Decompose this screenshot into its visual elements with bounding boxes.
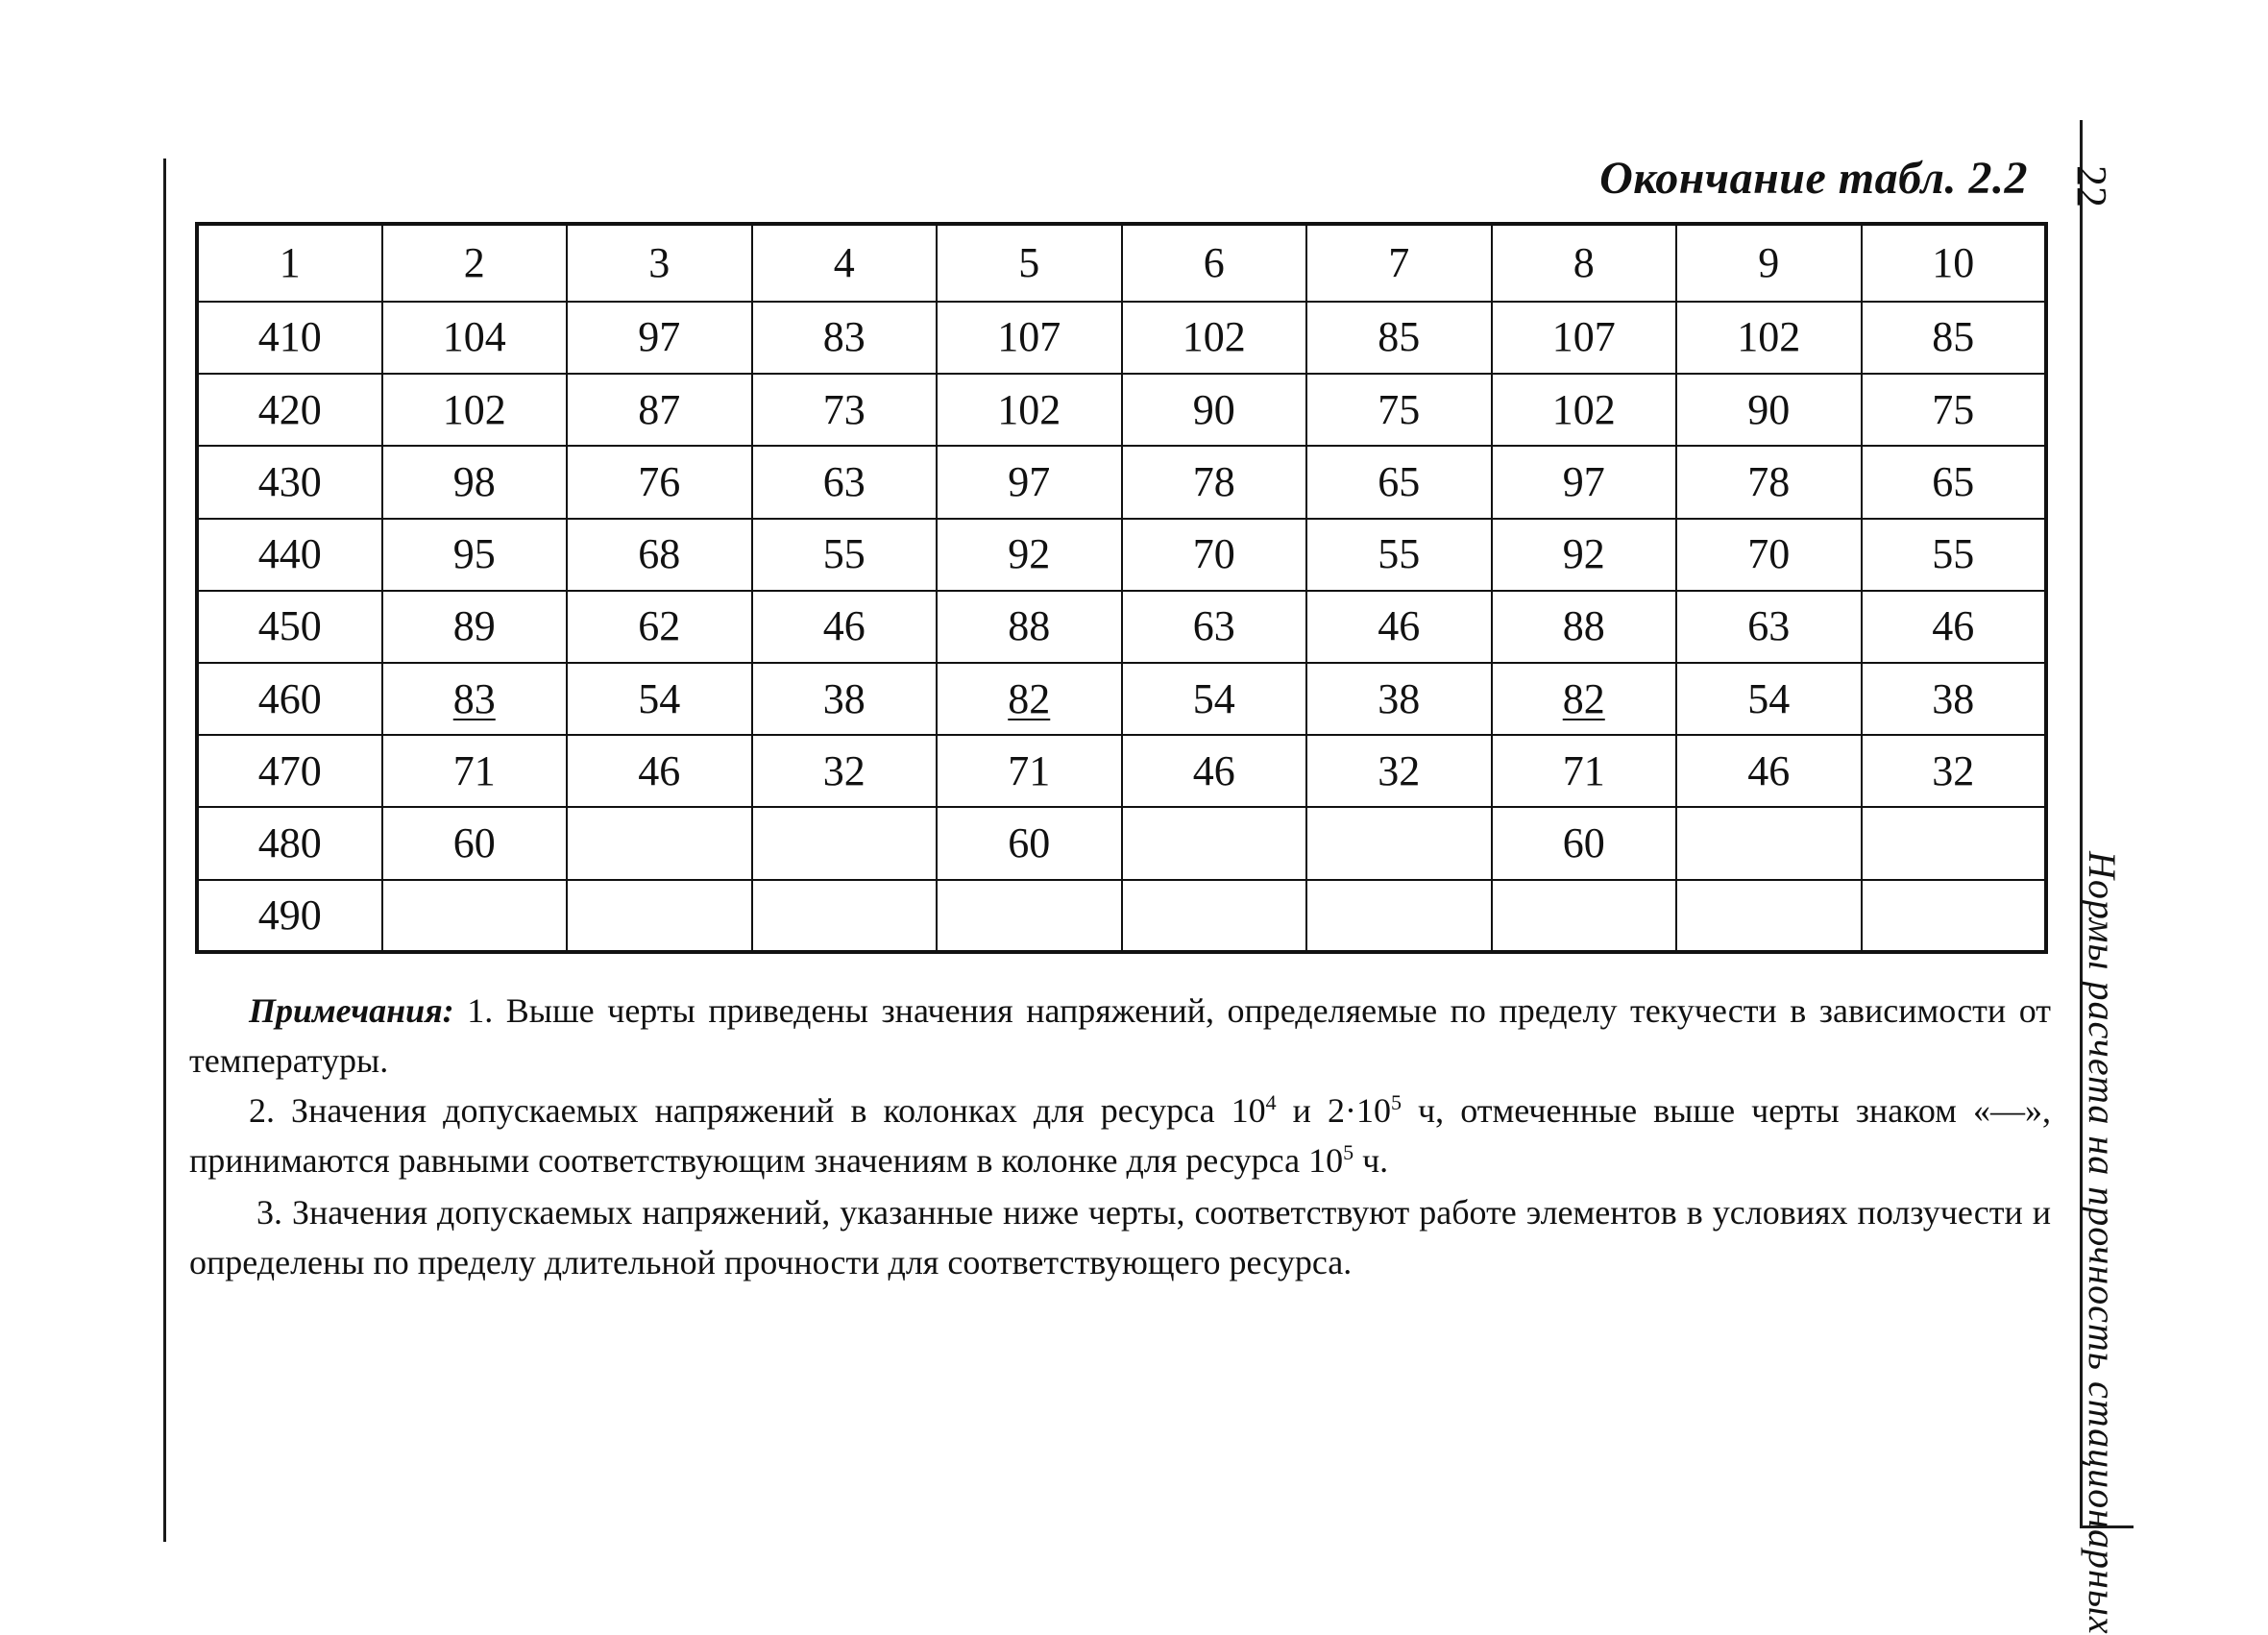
table-row [197,735,2046,807]
table-cell: 55 [1306,519,1492,591]
table-cell: 460 [197,663,382,735]
table-cell: 63 [1676,591,1862,663]
note-2-text-a: 2. Значения допускаемых напряжений в колонках для ресурса 10 [249,1091,1266,1130]
table-cell: 32 [752,735,938,807]
table-cell: 102 [1122,302,1307,374]
table-header-row [197,224,2046,302]
table-row [197,519,2046,591]
page-number: 22 [2068,165,2115,207]
table-cell [752,880,938,952]
table-caption: Окончание табл. 2.2 [1599,153,2028,204]
table-cell: 63 [752,446,938,518]
header-cell: 10 [1862,224,2047,302]
note-2-text-d: ч. [1353,1141,1389,1180]
table-cell: 54 [567,663,752,735]
table-cell: 95 [382,519,568,591]
table-cell [1492,880,1677,952]
table-cell: 55 [752,519,938,591]
table-cell: 490 [197,880,382,952]
table-cell: 88 [1492,591,1677,663]
table-cell: 71 [937,735,1122,807]
table-cell: 60 [382,807,568,879]
underlined-value: 83 [452,674,496,722]
table-cell-underlined [937,663,1122,735]
table-cell: 73 [752,374,938,446]
table-cell: 38 [1306,663,1492,735]
table-cell: 75 [1862,374,2047,446]
note-3 [189,1187,2051,1287]
table-cell: 76 [567,446,752,518]
underlined-value: 82 [1008,674,1051,722]
notes-label: Примечания: [249,991,454,1030]
table-cell: 470 [197,735,382,807]
header-cell: 9 [1676,224,1862,302]
table-cell: 55 [1862,519,2047,591]
table-cell: 102 [382,374,568,446]
table-cell [937,880,1122,952]
header-cell: 3 [567,224,752,302]
header-cell: 6 [1122,224,1307,302]
table-cell: 46 [1862,591,2047,663]
table-cell: 63 [1122,591,1307,663]
table-cell: 410 [197,302,382,374]
table-cell: 85 [1862,302,2047,374]
table-cell: 92 [1492,519,1677,591]
table-cell: 46 [567,735,752,807]
note-1 [189,986,2051,1086]
table-cell: 480 [197,807,382,879]
table-cell: 92 [937,519,1122,591]
table-cell: 70 [1676,519,1862,591]
table-row [197,446,2046,518]
table-cell: 89 [382,591,568,663]
note-2 [189,1086,2051,1185]
table-cell [567,880,752,952]
table-cell [567,807,752,879]
header-cell: 2 [382,224,568,302]
table-row [197,302,2046,374]
table-cell: 87 [567,374,752,446]
table-cell [1306,880,1492,952]
table-row [197,807,2046,879]
table-cell: 102 [937,374,1122,446]
table-cell: 97 [937,446,1122,518]
table-row [197,663,2046,735]
note-2-text-b: и 2·10 [1276,1091,1391,1130]
note-2-exponent-3: 5 [1343,1140,1354,1164]
table-cell: 430 [197,446,382,518]
table-cell-underlined [1492,663,1677,735]
table-cell: 88 [937,591,1122,663]
left-margin-rule [163,159,166,1542]
table-cell: 62 [567,591,752,663]
table-row [197,880,2046,952]
table-row [197,374,2046,446]
table-cell: 54 [1122,663,1307,735]
table-cell: 90 [1122,374,1307,446]
table-cell: 46 [1306,591,1492,663]
table-cell: 102 [1676,302,1862,374]
table-cell [1122,880,1307,952]
table-cell: 70 [1122,519,1307,591]
note-3-text: 3. Значения допускаемых напряжений, указанные ниже черты, соответствуют работе элементов в условиях ползучести и определены по пределу длительной прочности для соответствующего ресурса. [189,1193,2051,1281]
table-cell: 46 [752,591,938,663]
header-cell: 7 [1306,224,1492,302]
table-cell [1122,807,1307,879]
table-cell [1676,807,1862,879]
table-cell: 107 [1492,302,1677,374]
table-cell: 38 [1862,663,2047,735]
note-2-exponent-2: 5 [1391,1090,1402,1114]
table-cell: 420 [197,374,382,446]
table-cell [1862,880,2047,952]
table-cell [1862,807,2047,879]
table-cell: 46 [1676,735,1862,807]
table-cell: 440 [197,519,382,591]
table-cell [1306,807,1492,879]
header-cell: 4 [752,224,938,302]
table-cell: 83 [752,302,938,374]
table-cell: 85 [1306,302,1492,374]
underlined-value: 82 [1562,674,1605,722]
table-cell: 68 [567,519,752,591]
table-cell: 46 [1122,735,1307,807]
table-cell: 97 [567,302,752,374]
table-cell: 38 [752,663,938,735]
table-cell: 97 [1492,446,1677,518]
table-cell [1676,880,1862,952]
table-cell: 90 [1676,374,1862,446]
table-cell: 102 [1492,374,1677,446]
note-2-exponent-1: 4 [1265,1090,1277,1114]
table-cell: 71 [382,735,568,807]
table-cell: 60 [1492,807,1677,879]
note-2-text-c: ч, отмеченные выше черты знаком «—», принимаются равными соответствующим значениям в колонке для ресурса 10 [189,1091,2051,1180]
running-head: Нормы расчета на прочность стационарных [2081,851,2124,1635]
table-cell: 71 [1492,735,1677,807]
table-cell: 54 [1676,663,1862,735]
table-cell: 32 [1862,735,2047,807]
table-cell [382,880,568,952]
table-cell: 78 [1122,446,1307,518]
table-cell: 107 [937,302,1122,374]
table-cell: 98 [382,446,568,518]
table-cell: 65 [1306,446,1492,518]
table-row [197,591,2046,663]
header-cell: 1 [197,224,382,302]
table-cell: 75 [1306,374,1492,446]
table-cell: 104 [382,302,568,374]
header-cell: 8 [1492,224,1677,302]
table-cell-underlined [382,663,568,735]
table-cell: 65 [1862,446,2047,518]
table-cell: 60 [937,807,1122,879]
header-cell: 5 [937,224,1122,302]
table-cell: 78 [1676,446,1862,518]
stress-table [195,222,2048,954]
table-cell [752,807,938,879]
note-1-text: 1. Выше черты приведены значения напряжений, определяемые по пределу текучести в зависимости от температуры. [189,991,2051,1080]
table-cell: 32 [1306,735,1492,807]
table-cell: 450 [197,591,382,663]
